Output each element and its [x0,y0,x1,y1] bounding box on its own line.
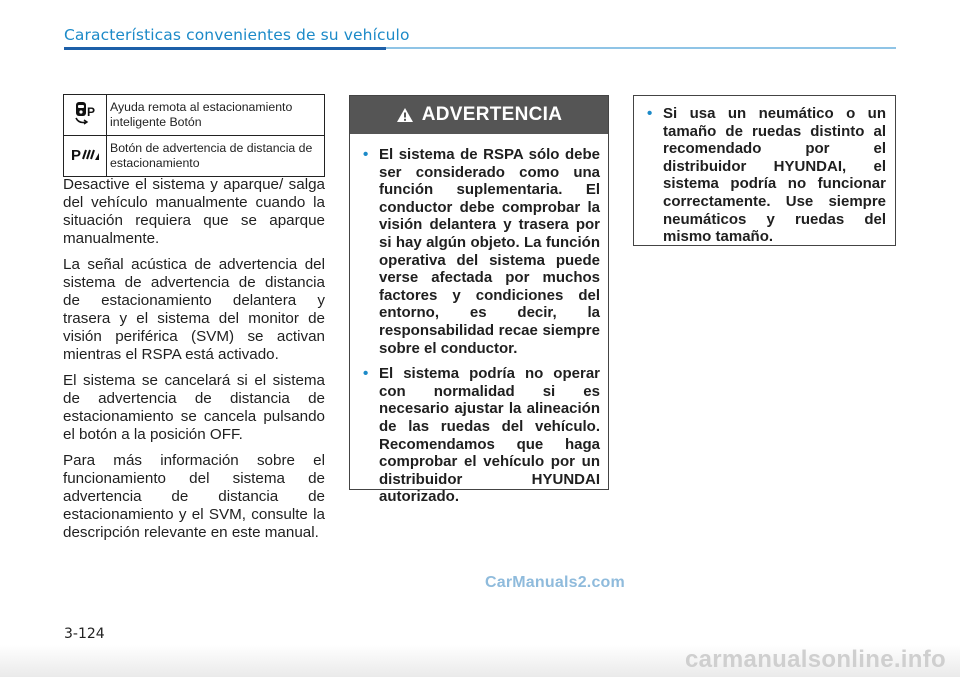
body-text [63,176,325,550]
table-row [64,136,325,177]
warning-title: ADVERTENCIA [421,104,563,125]
page-number: 3-124 [64,626,105,642]
body-paragraph: La señal acústica de advertencia del sistema de advertencia de distancia de estacionamiento delantera y trasera y el sistema del monitor de visión periférica (SVM) se activan mientras el RSPA está activado. [63,256,325,363]
header-rule-dark [64,47,386,50]
table-row [64,95,325,136]
body-paragraph: El sistema se cancelará si el sistema de advertencia de distancia de estacionamiento se cancela pulsando el botón a la posición OFF. [63,372,325,443]
bullet-icon: • [363,365,369,383]
svg-text:P: P [87,104,96,119]
svg-text:P: P [71,146,82,164]
warning-item-text: El sistema de RSPA sólo debe ser considerado como una función suplementaria. El conductor debe comprobar la visión delantera y trasera por si hay algún objeto. La función operativa del sistema puede verse afectada por muchos factores y condiciones del entorno, es decir, la responsabilidad recae siempre sobre el conductor. [379,146,600,357]
table-cell-label: Botón de advertencia de distancia de estacionamiento [107,136,325,177]
watermark-link[interactable]: CarManuals2.com [485,574,625,591]
body-paragraph: Para más información sobre el funcionamiento del sistema de advertencia de distancia de estacionamiento y el SVM, consulte la descripción relevante en este manual. [63,452,325,541]
list-item [642,105,886,246]
list-item [358,146,600,357]
note-list [642,105,886,246]
header-rule-light [386,47,896,49]
table-cell-label: Ayuda remota al estacionamiento inteligente Botón [107,95,325,136]
bullet-icon: • [647,105,653,122]
warning-triangle-icon [396,107,414,123]
remote-parking-assist-icon [64,95,107,136]
warning-box [349,95,609,506]
note-item-text: Si usa un neumático o un tamaño de ruedas distinto al recomendado por el distribuidor HYUNDAI, el sistema podría no funcionar correctamente. Use siempre neumáticos y ruedas del mismo tamaño. [663,105,886,246]
list-item [358,365,600,506]
warning-list [358,146,600,506]
parking-distance-warning-icon [64,136,107,177]
body-paragraph: Desactive el sistema y aparque/ salga del vehículo manualmente cuando la situación requiera que se aparque manualmente. [63,176,325,247]
chapter-title: Características convenientes de su vehículo [64,26,410,44]
footer-watermark: carmanualsonline.info [684,646,946,673]
bullet-icon: • [363,146,369,163]
warning-item-text: El sistema podría no operar con normalidad si es necesario ajustar la alineación de las ruedas del vehículo. Recomendamos que haga comprobar el vehículo por un distribuidor HYUNDAI autorizado. [379,365,600,506]
warning-header [350,96,608,134]
note-box [633,95,896,246]
icon-legend-table [63,94,325,177]
